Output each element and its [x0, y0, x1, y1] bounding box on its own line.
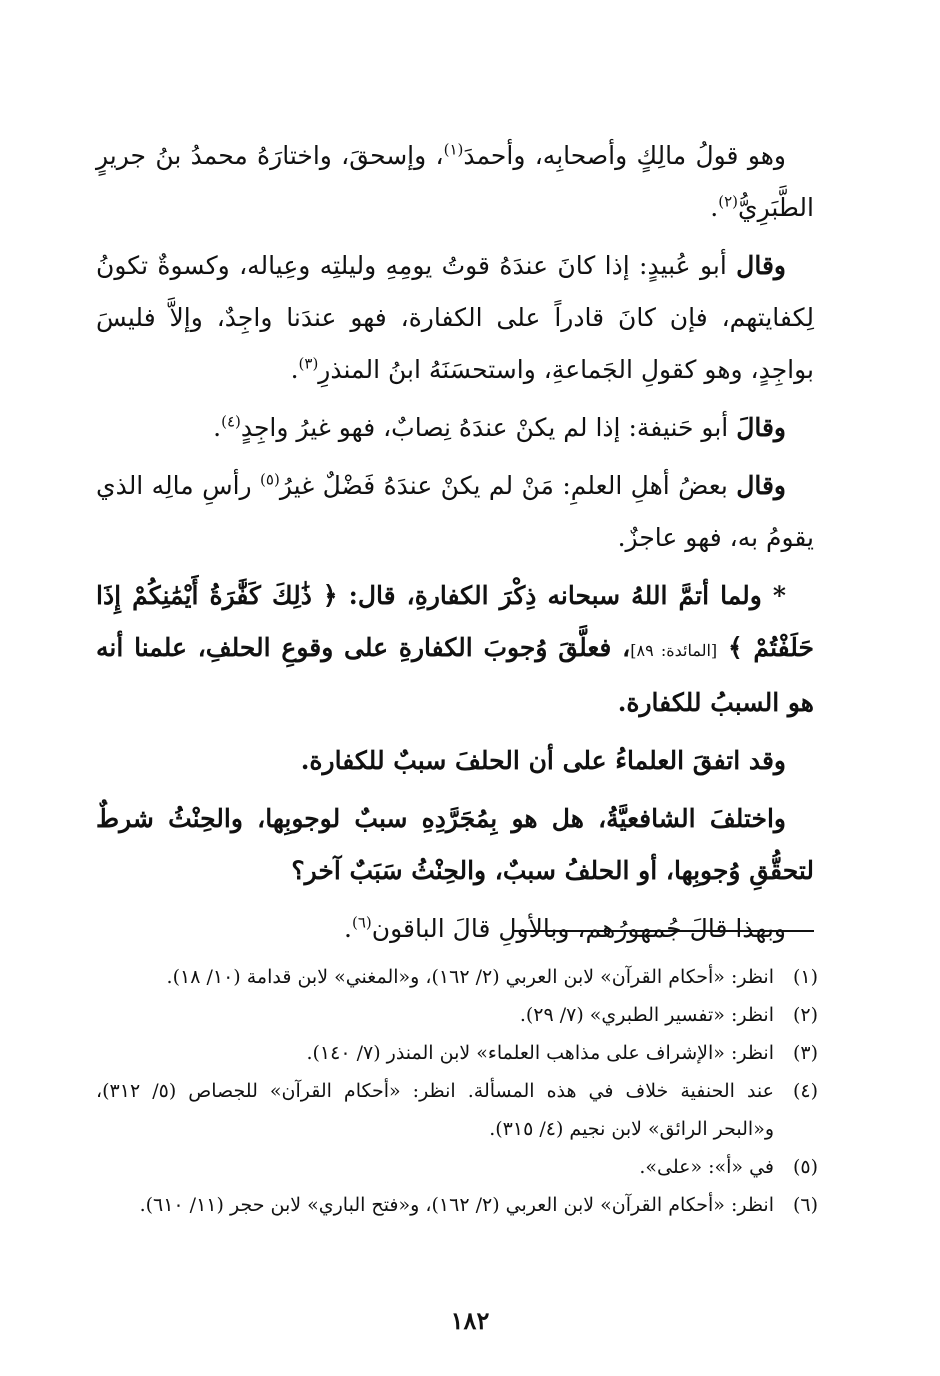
text: وبهذا قالَ جُمهورُهم، وبالأولِ قالَ الباقون — [371, 914, 786, 943]
text: وهو قولُ مالِكٍ وأصحابِه، وأحمدَ — [463, 141, 786, 170]
verse-reference: [المائدة: ٨٩] — [630, 641, 718, 660]
paragraph-2 — [96, 240, 814, 396]
footnote-6 — [96, 1186, 818, 1224]
lead-word: وقالَ — [736, 413, 786, 442]
footnote-2 — [96, 996, 818, 1034]
text: بعضُ أهلِ العلمِ: مَنْ لم يكنْ عندَهُ فَضْلٌ غيرُ — [279, 471, 728, 500]
paragraph-1 — [96, 130, 814, 234]
paragraph-4 — [96, 460, 814, 564]
footnote-4 — [96, 1072, 818, 1148]
footnote-ref-6[interactable]: (٦) — [351, 913, 372, 932]
footnote-text: في «أ»: «على». — [639, 1156, 774, 1178]
paragraph-3 — [96, 402, 814, 454]
paragraph-6: وقد اتفقَ العلماءُ على أن الحلفَ سببٌ للكفارة. — [300, 746, 786, 775]
footnote-text: انظر: «أحكام القرآن» لابن العربي (٢/ ١٦٢)، و«فتح الباري» لابن حجر (١١/ ٦١٠). — [139, 1194, 774, 1216]
footnote-text: انظر: «الإشراف على مذاهب العلماء» لابن المنذر (٧/ ١٤٠). — [306, 1042, 774, 1064]
footnote-text: عند الحنفية خلاف في هذه المسألة. انظر: «أحكام القرآن» للجصاص (٥/ ٣١٢)، و«البحر الرائق» لابن نجيم (٤/ ٣١٥). — [96, 1080, 774, 1140]
text: * ولما أتمَّ اللهُ سبحانه ذِكْرَ الكفارةِ، قال: — [348, 581, 786, 610]
footnote-ref-2[interactable]: (٢) — [718, 192, 739, 211]
footnotes — [96, 958, 818, 1224]
main-text — [96, 130, 814, 961]
footnote-ref-5[interactable]: (٥) — [260, 470, 280, 489]
text: . — [710, 193, 719, 222]
text: ، وإسحقَ، واختارَهُ محمدُ بنُ جريرٍ الطَّبَرِيُّ — [96, 141, 814, 222]
paragraph-8 — [96, 903, 814, 955]
footnote-number: (٦) — [792, 1194, 818, 1216]
footnote-1 — [96, 958, 818, 996]
text: ، فعلَّقَ وُجوبَ الكفارةِ على وقوعِ الحلفِ، علمنا أنه هو السببُ للكفارة. — [96, 633, 814, 717]
footnote-text: انظر: «تفسير الطبري» (٧/ ٢٩). — [519, 1004, 774, 1026]
text: أبو عُبيدٍ: إذا كانَ عندَهُ قوتُ يومِهِ وليلتِه وعِياله، وكسوةٌ تكونُ لِكفايتهم، فإن كانَ قادراً على الكفارة، فهو عندَنا واجِدٌ، وإلاَّ فليسَ بواجِدٍ، وهو كقولِ الجَماعةِ، واستحسَنَهُ ابنُ المنذرِ — [96, 251, 814, 384]
footnote-number: (٤) — [792, 1080, 818, 1102]
footnote-text: انظر: «أحكام القرآن» لابن العربي (٢/ ١٦٢)، و«المغني» لابن قدامة (١٠/ ١٨). — [166, 966, 774, 988]
text: . — [213, 413, 222, 442]
footnote-number: (١) — [792, 966, 818, 988]
footnote-ref-4[interactable]: (٤) — [221, 412, 241, 431]
text: . — [344, 914, 352, 943]
footnote-ref-1[interactable]: (١) — [443, 140, 464, 159]
footnote-number: (٥) — [792, 1156, 818, 1178]
lead-word: وقال — [736, 251, 786, 280]
paragraph-7: واختلفَ الشافعيَّةُ، هل هو بِمُجَرَّدِهِ سببٌ لوجوبِها، والحِنْثُ شرطٌ لتحقُّقِ وُجوبِها، أو الحلفُ سببٌ، والحِنْثُ سَبَبٌ آخر؟ — [96, 804, 814, 885]
footnote-number: (٢) — [792, 1004, 818, 1026]
text: رأسِ مالِه الذي يقومُ به، فهو عاجزٌ. — [96, 471, 814, 552]
page-number: ١٨٢ — [450, 1306, 490, 1335]
footnote-5 — [96, 1148, 818, 1186]
footnote-number: (٣) — [792, 1042, 818, 1064]
footnote-separator — [514, 930, 814, 932]
quran-verse: ﴿ ذَٰلِكَ كَفَّٰرَةُ أَيْمَٰنِكُمْ إِذَا حَلَفْتُمْ ﴾ — [96, 581, 814, 662]
footnote-ref-3[interactable]: (٣) — [298, 354, 319, 373]
lead-word: وقال — [736, 471, 787, 500]
footnote-3 — [96, 1034, 818, 1072]
paragraph-5 — [96, 570, 814, 729]
text: . — [290, 355, 299, 384]
text: أبو حَنيفة: إذا لم يكنْ عندَهُ نِصابٌ، فهو غيرُ واجِدٍ — [240, 413, 729, 442]
